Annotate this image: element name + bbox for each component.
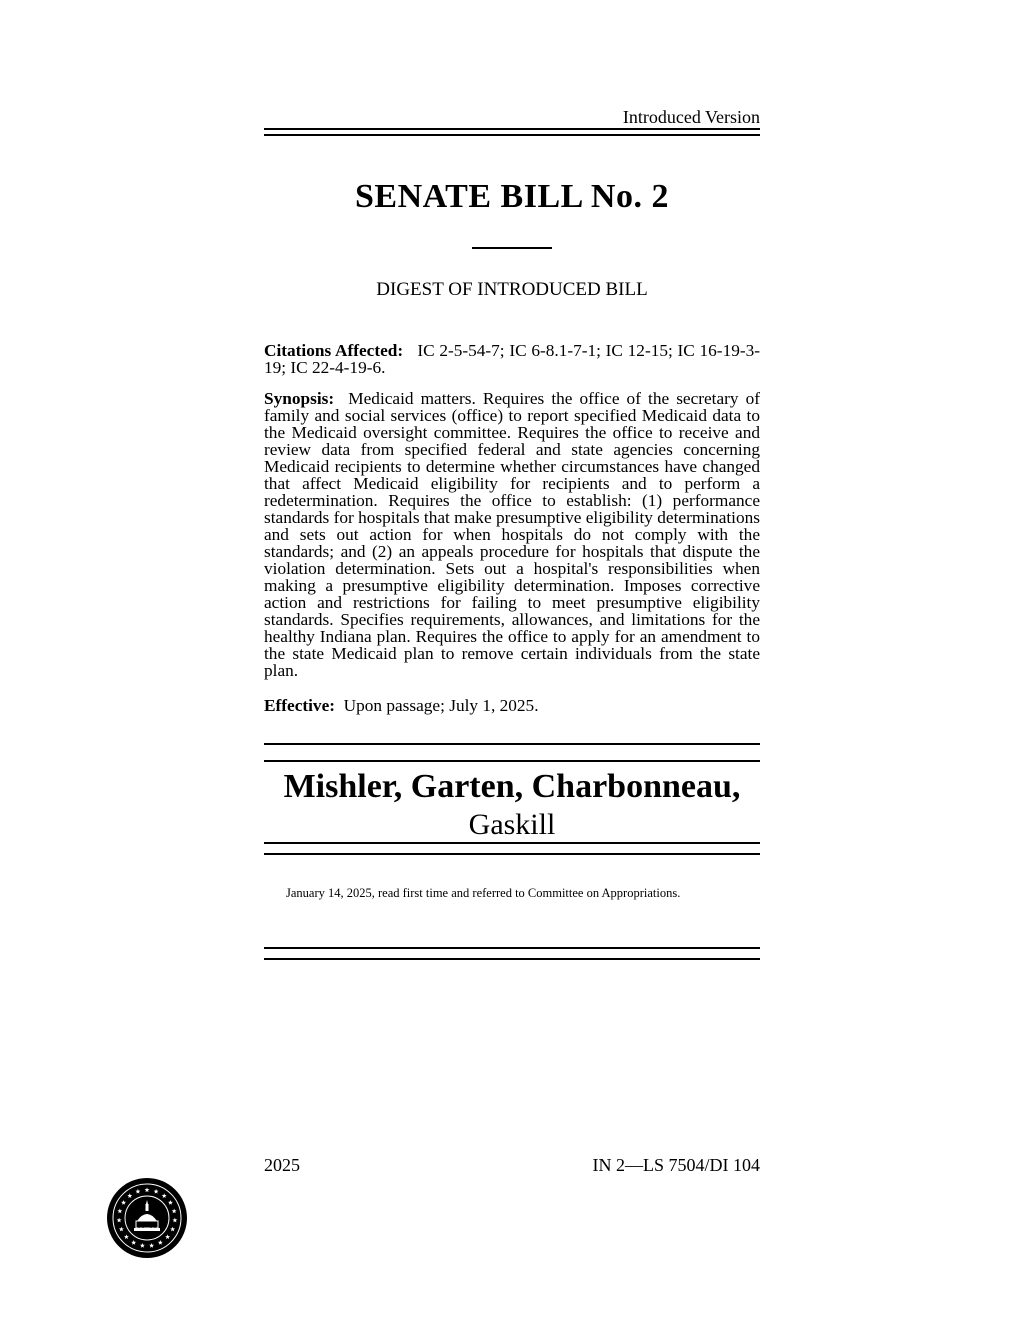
synopsis-paragraph: [264, 390, 760, 679]
sponsors-line-1: Mishler, Garten, Charbonneau,: [283, 768, 741, 805]
sponsors-rule-1: [264, 743, 760, 745]
citations-text: IC 2-5-54-7; IC 6-8.1-7-1; IC 12-15; IC 16-19-3-19; IC 22-4-19-6.: [264, 341, 760, 377]
digest-heading: DIGEST OF INTRODUCED BILL: [376, 279, 648, 300]
synopsis-label: Synopsis:: [264, 389, 335, 408]
citations-paragraph: [264, 342, 760, 376]
title-divider: [472, 247, 552, 249]
version-label: Introduced Version: [622, 107, 760, 127]
bill-history: January 14, 2025, read first time and referred to Committee on Appropriations.: [286, 886, 681, 900]
indiana-state-seal-icon: [106, 1177, 188, 1259]
header-rule-top: [264, 128, 760, 130]
effective-text: Upon passage; July 1, 2025.: [343, 696, 539, 715]
footer-doc-number: IN 2—LS 7504/DI 104: [592, 1155, 760, 1175]
effective-label: Effective:: [264, 696, 335, 715]
sponsors-rule-4: [264, 853, 760, 855]
sponsors-rule-3: [264, 842, 760, 844]
effective-paragraph: [264, 697, 760, 714]
bill-title: SENATE BILL No. 2: [355, 178, 669, 215]
sponsors-line-2: Gaskill: [468, 808, 556, 841]
history-rule-2: [264, 958, 760, 960]
synopsis-text: Medicaid matters. Requires the office of the secretary of family and social services (office) to report specified Medicaid data to the Medicaid oversight committee. Requires the office to receive and review data from specified federal and state agencies concerning Medicaid recipients to determine whether circumstances have changed that affect Medicaid eligibility for recipients and to perform a redetermination. Requires the office to establish: (1) performance standards for hospitals that make presumptive eligibility determinations and sets out action for when hospitals do not comply with the standards; and (2) an appeals procedure for hospitals that dispute the violation determination. Sets out a hospital's responsibilities when making a presumptive eligibility determination. Imposes corrective action and restrictions for failing to meet presumptive eligibility standards. Specifies requirements, allowances, and limitations for the healthy Indiana plan. Requires the office to apply for an amendment to the state Medicaid plan to remove certain individuals from the state plan.: [264, 389, 761, 680]
citations-label: Citations Affected:: [264, 341, 404, 360]
history-rule-1: [264, 947, 760, 949]
sponsors-rule-2: [264, 760, 760, 762]
footer-year: 2025: [264, 1155, 300, 1175]
header-rule-bottom: [264, 134, 760, 136]
